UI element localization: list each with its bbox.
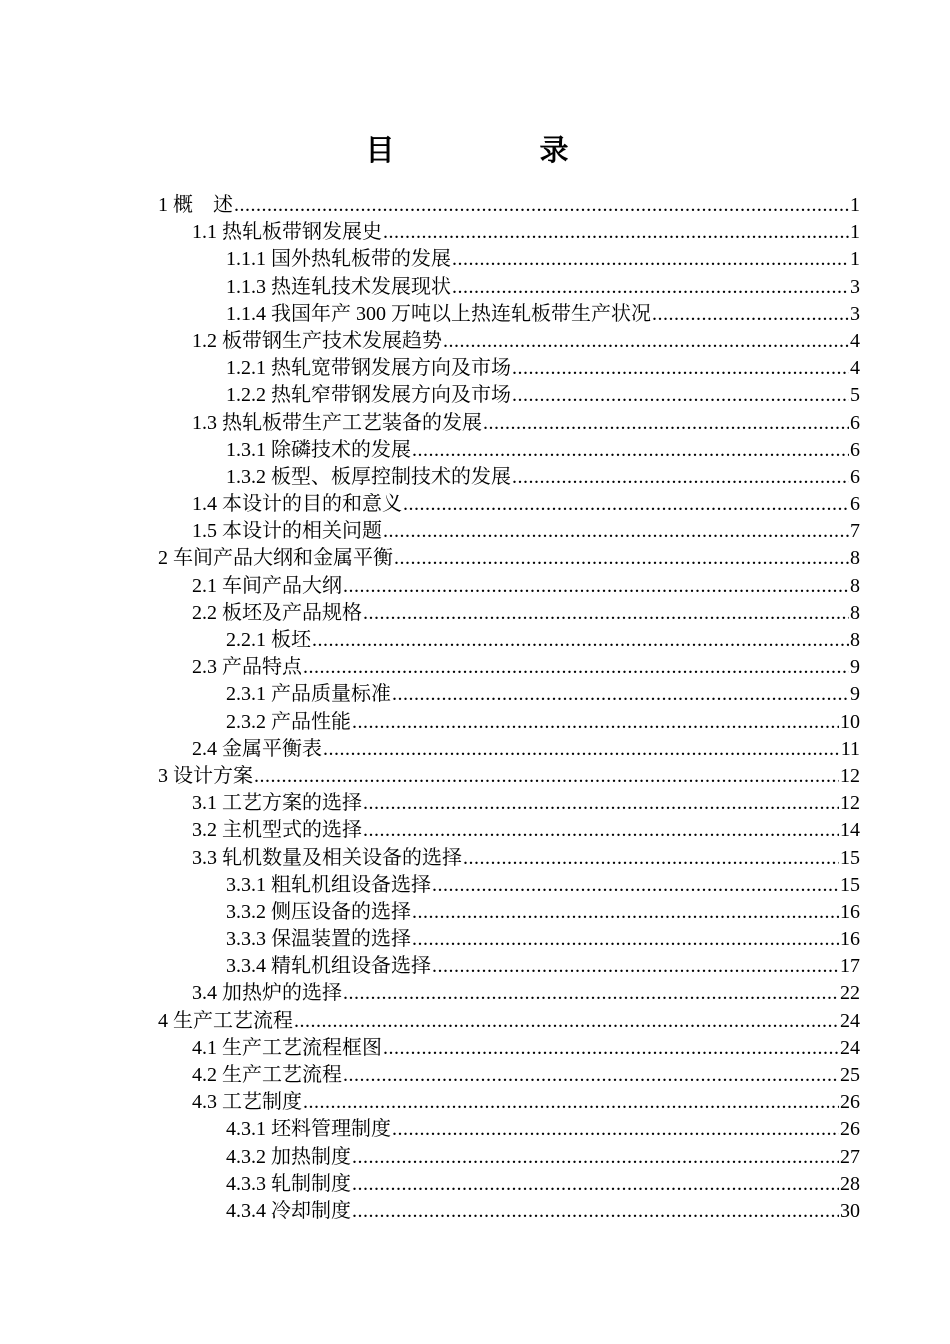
toc-entry[interactable] (158, 1089, 860, 1116)
toc-entry-text: 2.4 金属平衡表 (192, 737, 322, 760)
dot-leader (303, 654, 849, 681)
toc-entry-page-number: 22 (840, 982, 860, 1005)
toc-entry-text: 3.4 加热炉的选择 (192, 982, 342, 1005)
toc-entry-text: 4.2 生产工艺流程 (192, 1064, 342, 1086)
dot-leader (343, 1062, 839, 1089)
toc-entry[interactable] (158, 410, 860, 437)
toc-entry-text: 2.2 板坯及产品规格 (192, 601, 362, 624)
dot-leader (443, 328, 849, 355)
toc-entry-text: 3 设计方案 (158, 764, 253, 787)
dot-leader (352, 709, 839, 736)
toc-entry-page-number: 9 (850, 683, 860, 706)
dot-leader (452, 274, 849, 301)
toc-entry[interactable] (158, 654, 860, 681)
dot-leader (254, 763, 839, 790)
dot-leader (452, 246, 849, 273)
toc-entry-page-number: 17 (840, 955, 860, 978)
toc-entry-page-number: 12 (840, 764, 860, 787)
dot-leader (512, 382, 849, 409)
toc-entry-text: 2 车间产品大纲和金属平衡 (158, 547, 393, 570)
dot-leader (352, 1198, 839, 1225)
toc-entry[interactable] (158, 1116, 860, 1143)
toc-entry-text: 1.3.1 除磷技术的发展 (226, 438, 411, 461)
toc-entry-text: 1 概 述 (158, 194, 233, 216)
dot-leader (392, 1116, 839, 1143)
toc-entry-text: 1.1.1 国外热轧板带的发展 (226, 248, 451, 271)
dot-leader (483, 410, 849, 437)
toc-entry-text: 4.3.3 轧制制度 (226, 1172, 351, 1195)
toc-entry[interactable] (158, 1171, 860, 1198)
toc-entry-text: 3.2 主机型式的选择 (192, 819, 362, 842)
toc-entry-text: 1.4 本设计的目的和意义 (192, 493, 402, 516)
toc-entry-page-number: 30 (840, 1199, 860, 1222)
dot-leader (432, 872, 839, 899)
dot-leader (463, 845, 839, 872)
dot-leader (363, 790, 839, 817)
toc-entry[interactable] (158, 573, 860, 600)
toc-entry-text: 4.1 生产工艺流程框图 (192, 1036, 382, 1059)
toc-entry-text: 3.3.4 精轧机组设备选择 (226, 955, 431, 978)
toc-entry-page-number: 5 (850, 384, 860, 407)
toc-entry-text: 4.3 工艺制度 (192, 1091, 302, 1114)
toc-entry-page-number: 14 (840, 819, 860, 842)
toc-entry-text: 1.1.4 我国年产 300 万吨以上热连轧板带生产状况 (226, 302, 651, 325)
toc-entry[interactable] (158, 1008, 860, 1035)
toc-entry-text: 2.3.2 产品性能 (226, 710, 351, 733)
dot-leader (234, 192, 849, 219)
toc-entry[interactable] (158, 437, 860, 464)
dot-leader (383, 1035, 839, 1062)
toc-entry-page-number: 9 (850, 656, 860, 679)
dot-leader (412, 926, 839, 953)
toc-entry[interactable] (158, 192, 860, 219)
toc-entry-text: 3.3 轧机数量及相关设备的选择 (192, 846, 462, 869)
dot-leader (403, 491, 849, 518)
dot-leader (412, 437, 849, 464)
toc-entry[interactable] (158, 1198, 860, 1225)
toc-entry-text: 2.2.1 板坯 (226, 629, 311, 651)
toc-entry-text: 4.3.4 冷却制度 (226, 1199, 351, 1222)
toc-entry[interactable] (158, 355, 860, 382)
dot-leader (303, 1089, 839, 1116)
toc-entry-text: 1.1 热轧板带钢发展史 (192, 221, 382, 244)
toc-entry-text: 2.3.1 产品质量标准 (226, 683, 391, 706)
toc-entry-page-number: 6 (850, 465, 860, 488)
toc-entry-page-number: 24 (840, 1009, 860, 1032)
toc-entry-page-number: 12 (840, 792, 860, 815)
toc-entry-text: 3.3.1 粗轧机组设备选择 (226, 873, 431, 896)
toc-entry[interactable] (158, 464, 860, 491)
toc-entry-text: 1.3 热轧板带生产工艺装备的发展 (192, 411, 482, 434)
toc-entry-page-number: 10 (840, 710, 860, 733)
toc-entry[interactable] (158, 328, 860, 355)
toc-entry[interactable] (158, 763, 860, 790)
dot-leader (432, 953, 839, 980)
toc-entry[interactable] (158, 709, 860, 736)
toc-entry-text: 4.3.1 坯料管理制度 (226, 1118, 391, 1141)
dot-leader (394, 545, 849, 572)
toc-entry-page-number: 28 (840, 1172, 860, 1195)
toc-entry[interactable] (158, 953, 860, 980)
dot-leader (383, 518, 849, 545)
toc-entry-text: 2.3 产品特点 (192, 656, 302, 679)
dot-leader (312, 627, 849, 654)
dot-leader (512, 355, 849, 382)
toc-entry[interactable] (158, 736, 860, 763)
toc-entry[interactable] (158, 872, 860, 899)
dot-leader (352, 1144, 839, 1171)
toc-entry-page-number: 6 (850, 411, 860, 434)
toc-entry-page-number: 26 (840, 1118, 860, 1141)
toc-entry[interactable] (158, 545, 860, 572)
dot-leader (383, 219, 849, 246)
toc-entry-page-number: 16 (840, 900, 860, 923)
toc-entry-page-number: 8 (850, 601, 860, 624)
toc-entry-text: 3.1 工艺方案的选择 (192, 792, 362, 815)
toc-entry-page-number: 15 (840, 846, 860, 869)
toc-entry-text: 1.2.2 热轧窄带钢发展方向及市场 (226, 384, 511, 407)
toc-entry-text: 1.1.3 热连轧技术发展现状 (226, 275, 451, 298)
dot-leader (294, 1008, 839, 1035)
toc-entry-page-number: 4 (850, 357, 860, 380)
toc-entry[interactable] (158, 1144, 860, 1171)
toc-entry[interactable] (158, 600, 860, 627)
toc-entry[interactable] (158, 817, 860, 844)
dot-leader (652, 301, 849, 328)
toc-entry-page-number: 8 (850, 574, 860, 597)
toc-entry-page-number: 26 (840, 1091, 860, 1114)
toc-entry-page-number: 3 (850, 275, 860, 298)
toc-list (158, 192, 860, 1225)
dot-leader (352, 1171, 839, 1198)
dot-leader (412, 899, 839, 926)
toc-entry[interactable] (158, 518, 860, 545)
toc-entry[interactable] (158, 1062, 860, 1089)
toc-entry-page-number: 1 (850, 194, 860, 216)
toc-entry-text: 1.5 本设计的相关问题 (192, 520, 382, 543)
toc-entry[interactable] (158, 926, 860, 953)
dot-leader (392, 681, 849, 708)
dot-leader (363, 600, 849, 627)
dot-leader (343, 573, 849, 600)
toc-entry-text: 1.3.2 板型、板厚控制技术的发展 (226, 465, 511, 488)
toc-entry[interactable] (158, 491, 860, 518)
dot-leader (363, 817, 839, 844)
toc-entry[interactable] (158, 274, 860, 301)
toc-entry-text: 3.3.3 保温装置的选择 (226, 928, 411, 951)
toc-entry-text: 1.2.1 热轧宽带钢发展方向及市场 (226, 357, 511, 380)
dot-leader (323, 736, 840, 763)
toc-entry-page-number: 4 (850, 329, 860, 352)
toc-entry-page-number: 1 (850, 221, 860, 244)
toc-entry-page-number: 24 (840, 1036, 860, 1059)
toc-entry[interactable] (158, 627, 860, 654)
toc-entry[interactable] (158, 980, 860, 1007)
toc-title: 目 录 (365, 135, 627, 167)
toc-entry[interactable] (158, 845, 860, 872)
toc-entry-page-number: 7 (850, 520, 860, 543)
toc-entry-page-number: 6 (850, 493, 860, 516)
toc-entry[interactable] (158, 219, 860, 246)
toc-entry[interactable] (158, 382, 860, 409)
toc-entry-page-number: 25 (840, 1064, 860, 1086)
toc-entry-page-number: 11 (840, 737, 860, 760)
toc-entry-page-number: 6 (850, 438, 860, 461)
toc-entry[interactable] (158, 899, 860, 926)
toc-entry[interactable] (158, 1035, 860, 1062)
toc-entry-text: 2.1 车间产品大纲 (192, 574, 342, 597)
toc-entry-page-number: 3 (850, 302, 860, 325)
toc-entry-page-number: 1 (850, 248, 860, 271)
toc-entry[interactable] (158, 681, 860, 708)
toc-entry[interactable] (158, 790, 860, 817)
toc-entry-text: 4.3.2 加热制度 (226, 1145, 351, 1168)
toc-entry[interactable] (158, 246, 860, 273)
toc-entry-text: 3.3.2 侧压设备的选择 (226, 900, 411, 923)
toc-entry-page-number: 16 (840, 928, 860, 951)
toc-entry-page-number: 8 (850, 629, 860, 651)
toc-entry[interactable] (158, 301, 860, 328)
toc-entry-page-number: 27 (840, 1145, 860, 1168)
toc-entry-page-number: 15 (840, 873, 860, 896)
toc-entry-text: 4 生产工艺流程 (158, 1009, 293, 1032)
dot-leader (512, 464, 849, 491)
toc-entry-text: 1.2 板带钢生产技术发展趋势 (192, 329, 442, 352)
toc-entry-page-number: 8 (850, 547, 860, 570)
dot-leader (343, 980, 839, 1007)
